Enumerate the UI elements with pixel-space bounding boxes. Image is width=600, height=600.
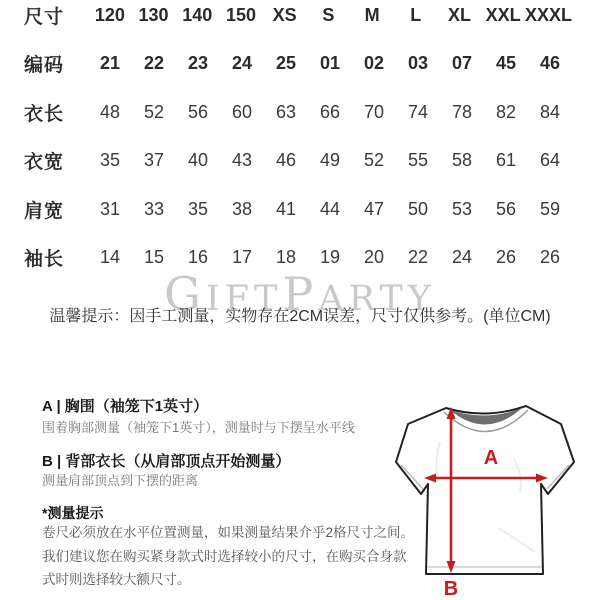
table-cell: 07: [451, 53, 473, 74]
row-label: 尺寸: [23, 6, 64, 28]
table-cell: 02: [363, 53, 385, 74]
table-cell: 38: [231, 198, 253, 219]
table-cell: 61: [495, 150, 517, 171]
table-row: [0, 88, 600, 137]
watermark-letters: ARTY: [318, 279, 436, 319]
table-cell: 31: [99, 198, 121, 219]
table-cell: 26: [539, 247, 561, 268]
table-cell: XL: [447, 4, 471, 25]
label-a: A: [483, 447, 499, 469]
table-cell: 49: [319, 150, 341, 171]
table-cell: 78: [451, 101, 473, 122]
table-cell: 23: [187, 53, 209, 74]
table-cell: 18: [275, 247, 297, 268]
table-cell: 15: [143, 247, 165, 268]
table-cell: 03: [407, 53, 429, 74]
table-cell: 43: [231, 150, 253, 171]
table-cell: 130: [138, 4, 169, 25]
table-cell: 60: [231, 101, 253, 122]
table-cell: 17: [231, 247, 253, 268]
row-label: 衣长: [23, 103, 64, 125]
watermark-letter: P: [282, 267, 319, 321]
table-cell: 46: [275, 150, 297, 171]
table-cell: 140: [182, 4, 213, 25]
table-cell: M: [364, 4, 380, 25]
table-cell: 70: [363, 101, 385, 122]
measuring-tips-heading: *测量提示: [42, 505, 104, 521]
table-cell: 16: [187, 247, 209, 268]
table-row: [0, 40, 600, 89]
table-cell: 24: [451, 247, 473, 268]
table-cell: 19: [319, 247, 341, 268]
table-row: [0, 185, 600, 234]
table-cell: 24: [231, 53, 253, 74]
table-cell: 120: [94, 4, 125, 25]
table-cell: 82: [495, 101, 517, 122]
table-cell: 20: [363, 247, 385, 268]
tips-line: 式时则选择较大额尺寸。: [42, 572, 191, 587]
size-table: [0, 0, 600, 282]
row-label: 袖长: [23, 249, 64, 271]
table-cell: XXL: [485, 4, 521, 25]
table-cell: 35: [187, 198, 209, 219]
table-row: [0, 137, 600, 186]
table-cell: 22: [407, 247, 429, 268]
tshirt-diagram: [393, 400, 578, 599]
table-cell: 150: [225, 4, 256, 25]
guide-b-heading: B | 背部衣长（从肩部顶点开始测量）: [42, 453, 291, 470]
table-cell: 41: [275, 198, 297, 219]
table-cell: S: [322, 4, 335, 25]
table-cell: 25: [275, 53, 297, 74]
table-cell: 33: [143, 198, 165, 219]
table-cell: 50: [407, 198, 429, 219]
table-cell: 64: [539, 150, 561, 171]
measurement-notice: 温馨提示：因手工测量，实物存在2CM误差，尺寸仅供参考。(单位CM): [49, 308, 551, 325]
table-cell: 14: [99, 247, 121, 268]
row-label: 肩宽: [23, 200, 64, 222]
table-cell: 22: [143, 53, 165, 74]
table-cell: 44: [319, 198, 341, 219]
table-cell: 53: [451, 198, 473, 219]
table-cell: 21: [99, 53, 121, 74]
table-cell: L: [410, 4, 422, 25]
table-cell: 46: [539, 53, 561, 74]
table-cell: 52: [143, 101, 165, 122]
table-cell: 37: [143, 150, 165, 171]
tips-line: 卷尺必须放在水平位置测量，如果测量结果介乎2格尺寸之间。: [42, 525, 415, 540]
table-cell: 63: [275, 101, 297, 122]
guide-a-heading: A | 胸围（袖笼下1英寸）: [42, 398, 209, 415]
table-cell: 58: [451, 150, 473, 171]
row-label: 编码: [23, 55, 64, 77]
measuring-tips-text: [42, 521, 414, 592]
table-cell: 40: [187, 150, 209, 171]
table-cell: XXXL: [525, 4, 573, 25]
table-cell: 74: [407, 101, 429, 122]
table-cell: 56: [495, 198, 517, 219]
table-cell: 52: [363, 150, 385, 171]
table-cell: 01: [319, 53, 341, 74]
tips-line: 我们建议您在购买紧身款式时选择较小的尺寸，在购买合身款: [42, 548, 407, 564]
table-cell: 35: [99, 150, 121, 171]
guide-a-description: 围着胸部测量（袖笼下1英寸），测量时与下摆呈水平线: [42, 420, 355, 435]
table-cell: 66: [319, 101, 341, 122]
table-cell: 45: [495, 53, 517, 74]
table-cell: 48: [99, 101, 121, 122]
watermark-letter: G: [164, 267, 206, 321]
table-row: [0, 0, 600, 40]
watermark-letters: IFT: [205, 279, 283, 319]
row-label: 衣宽: [23, 152, 64, 174]
table-cell: 26: [495, 247, 517, 268]
table-cell: 56: [187, 101, 209, 122]
table-cell: 84: [539, 101, 561, 122]
guide-b-description: 测量肩部顶点到下摆的距离: [42, 473, 199, 488]
table-cell: 55: [407, 150, 429, 171]
label-b: B: [443, 578, 459, 599]
table-cell: XS: [272, 4, 297, 25]
table-cell: 47: [363, 198, 385, 219]
table-cell: 59: [539, 198, 561, 219]
